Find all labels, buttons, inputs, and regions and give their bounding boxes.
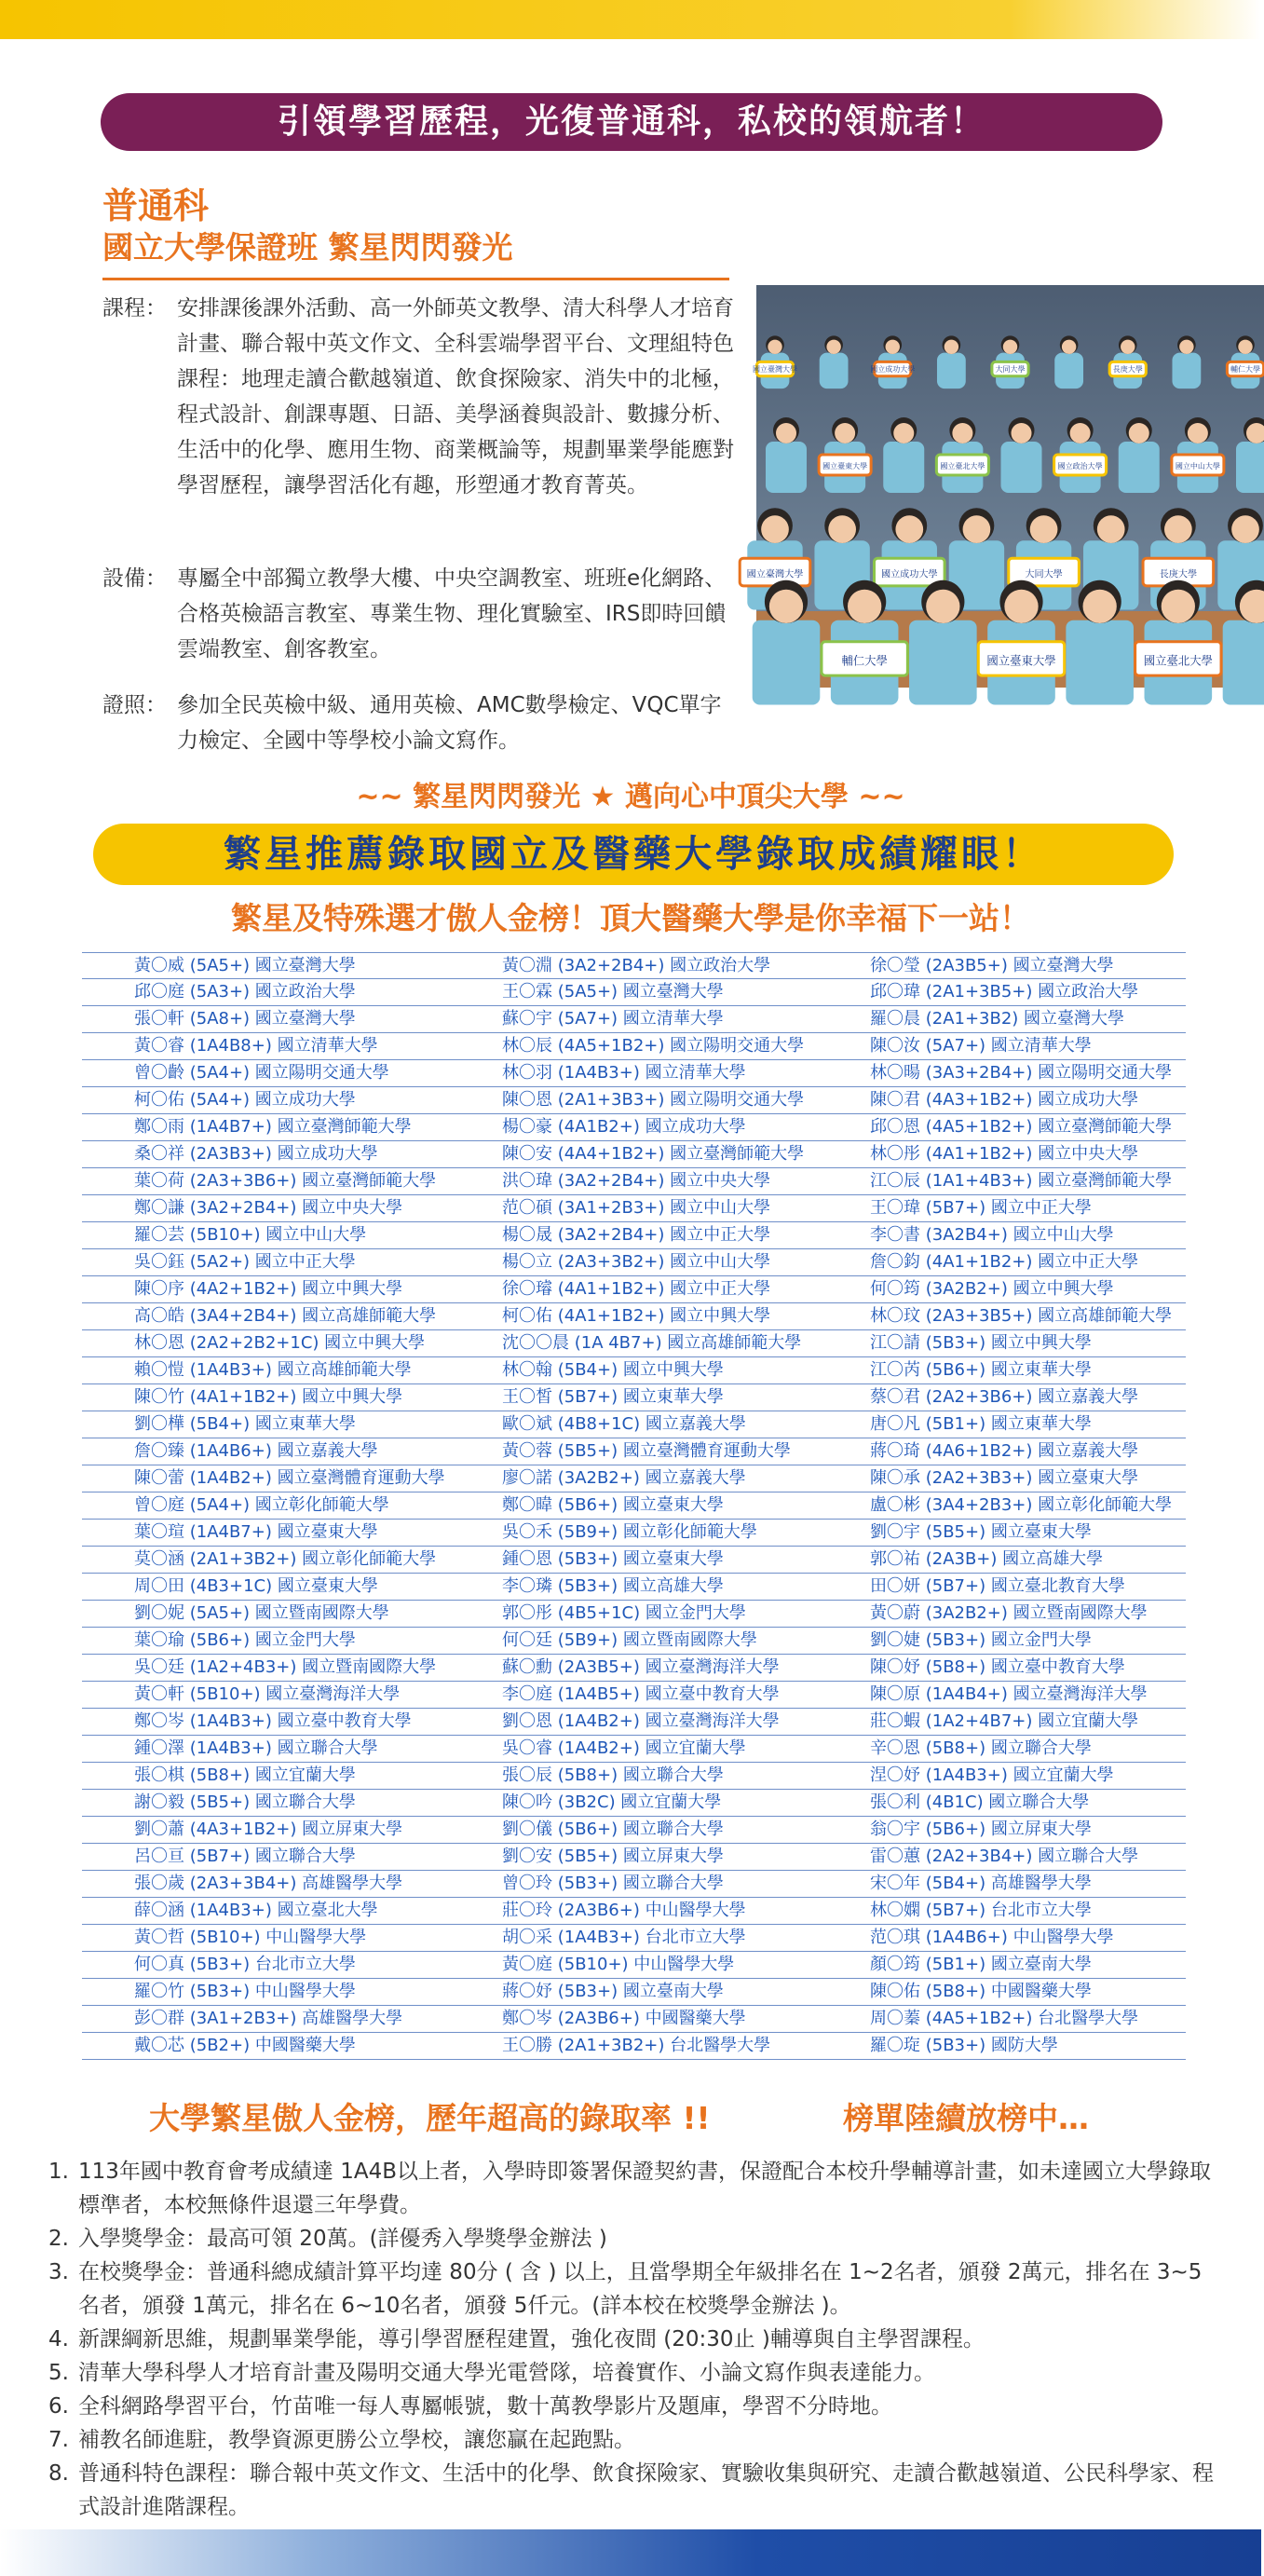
admission-entry: 江〇芮 (5B6+) 國立東華大學 [818,1357,1186,1384]
student-figure [883,442,924,493]
admission-entry: 詹〇臻 (1A4B6+) 國立嘉義大學 [82,1438,450,1465]
license-paragraph [102,688,736,758]
section-title: 普通科 [102,185,210,226]
admission-entry: 彭〇群 (3A1+2B3+) 高雄醫學大學 [82,2006,450,2033]
admission-entry: 何〇筠 (3A2B2+) 國立中興大學 [818,1276,1186,1303]
admission-entry: 黃〇淵 (3A2+2B4+) 國立政治大學 [450,952,818,979]
admission-entry: 林〇玟 (2A3+3B5+) 國立高雄師範大學 [818,1303,1186,1330]
admission-entry: 柯〇佑 (5A4+) 國立成功大學 [82,1087,450,1114]
university-sign-text: 國立成功大學 [880,569,938,580]
admission-entry: 范〇琪 (1A4B6+) 中山醫學大學 [818,1925,1186,1952]
student-figure [1054,353,1083,389]
admission-entry: 林〇彤 (4A1+1B2+) 國立中央大學 [818,1141,1186,1168]
admission-entry: 鄭〇岑 (1A4B3+) 國立臺中教育大學 [82,1709,450,1736]
note-text: 在校獎學金：普通科總成績計算平均達 80分 ( 含 ) 以上，且當學期全年級排名在 1~2名者，頒發 2萬元，排名在 3~5名者，頒發 1萬元，排名在 6~10名者，頒發 5仟元。(詳本校在校獎學金辦法 )。 [78,2260,1203,2318]
admission-entry: 謝〇毅 (5B5+) 國立聯合大學 [82,1790,450,1817]
admission-entry: 蘇〇宇 (5A7+) 國立清華大學 [450,1006,818,1033]
ranking-text: 榜單陸續放榜中… [843,2100,1089,2136]
student-figure [766,442,807,493]
admission-entry: 楊〇豪 (4A1B2+) 國立成功大學 [450,1114,818,1141]
student-face [826,340,840,354]
admission-entry: 廖〇諾 (3A2B2+) 國立嘉義大學 [450,1465,818,1492]
equipment-paragraph [102,561,736,667]
admission-entry: 黃〇睿 (1A4B8+) 國立清華大學 [82,1033,450,1060]
admission-entry: 徐〇璿 (4A1+1B2+) 國立中正大學 [450,1276,818,1303]
admission-entry: 楊〇晟 (3A2+2B4+) 國立中正大學 [450,1222,818,1249]
student-face [828,515,856,543]
admission-entry: 羅〇竹 (5B3+) 中山醫學大學 [82,1979,450,2006]
admission-entry: 陳〇吟 (3B2C) 國立宜蘭大學 [450,1790,818,1817]
student-face [1003,340,1017,354]
note-number: 7. [48,2428,69,2452]
note-text: 清華大學科學人才培育計畫及陽明交通大學光電營隊，培養實作、小論文寫作與表達能力。 [78,2361,935,2385]
admission-entry: 陳〇原 (1A4B4+) 國立臺灣海洋大學 [818,1682,1186,1709]
admission-entry: 李〇璘 (5B3+) 國立高雄大學 [450,1574,818,1601]
admission-entry: 陳〇妤 (5B8+) 國立臺中教育大學 [818,1655,1186,1682]
admission-entry: 鍾〇澤 (1A4B3+) 國立聯合大學 [82,1736,450,1763]
note-number: 5. [48,2361,69,2385]
student-face [1238,340,1252,354]
university-sign-text: 國立中山大學 [1175,462,1220,470]
admission-entry: 鄭〇雨 (1A4B7+) 國立臺灣師範大學 [82,1114,450,1141]
university-sign-text: 國立臺東大學 [822,462,868,470]
note-text: 入學獎學金：最高可領 20萬。(詳優秀入學獎學金辦法 ) [78,2227,607,2251]
admission-entry: 莫〇涵 (2A1+3B2+) 國立彰化師範大學 [82,1547,450,1574]
admission-entry: 邱〇庭 (5A3+) 國立政治大學 [82,979,450,1006]
university-sign-text: 國立臺灣大學 [746,569,804,580]
student-figure [1001,442,1042,493]
note-number: 8. [48,2461,69,2486]
admission-column-2 [450,952,818,2060]
admission-entry: 李〇書 (3A2B4+) 國立中山大學 [818,1222,1186,1249]
admission-entry: 黃〇軒 (5B10+) 國立臺灣海洋大學 [82,1682,450,1709]
admission-entry: 林〇恩 (2A2+2B2+1C) 國立中興大學 [82,1330,450,1357]
admission-entry: 郭〇祐 (2A3B+) 國立高雄大學 [818,1547,1186,1574]
student-face [963,515,991,543]
group-photo-illustration [746,285,1264,688]
top-yellow-bar [0,0,1261,39]
note-number: 4. [48,2327,69,2351]
admission-entry: 鄭〇岑 (2A3B6+) 中國醫藥大學 [450,2006,818,2033]
admission-entry: 黃〇蓉 (5B5+) 國立臺灣體育運動大學 [450,1438,818,1465]
university-sign-text: 國立臺北大學 [940,462,985,470]
student-figure [753,620,821,705]
note-number: 1. [48,2160,69,2184]
note-text: 普通科特色課程：聯合報中英文作文、生活中的化學、飲食探險家、實驗收集與研究、走讀合歡越嶺道、公民科學家、程式設計進階課程。 [78,2461,1214,2519]
admission-entry: 柯〇佑 (4A1+1B2+) 國立中興大學 [450,1303,818,1330]
admission-entry: 田〇妍 (5B7+) 國立臺北教育大學 [818,1574,1186,1601]
student-face [1062,340,1076,354]
admission-entry: 黃〇蔚 (3A2B2+) 國立暨南國際大學 [818,1601,1186,1628]
admission-entry: 林〇暘 (3A3+2B4+) 國立陽明交通大學 [818,1060,1186,1087]
admission-entry: 蔡〇君 (2A2+3B6+) 國立嘉義大學 [818,1384,1186,1411]
admission-entry: 王〇皙 (5B7+) 國立東華大學 [450,1384,818,1411]
admission-entry: 邱〇瑋 (2A1+3B5+) 國立政治大學 [818,979,1186,1006]
admission-entry: 蔣〇琦 (4A6+1B2+) 國立嘉義大學 [818,1438,1186,1465]
admission-entry: 莊〇玲 (2A3B6+) 中山醫學大學 [450,1898,818,1925]
admission-entry: 陳〇佑 (5B8+) 中國醫藥大學 [818,1979,1186,2006]
admission-entry: 吳〇禾 (5B9+) 國立彰化師範大學 [450,1520,818,1547]
student-face [1121,340,1135,354]
student-face [1179,340,1193,354]
admission-entry: 劉〇蕭 (4A3+1B2+) 國立屏東大學 [82,1817,450,1844]
student-face [835,423,855,443]
admission-column-1 [82,952,450,2060]
note-item [48,2390,1222,2423]
admission-entry: 張〇棋 (5B8+) 國立宜蘭大學 [82,1763,450,1790]
admission-entry: 沈〇〇晨 (1A 4B7+) 國立高雄師範大學 [450,1330,818,1357]
admission-entry: 羅〇芸 (5B10+) 國立中山大學 [82,1222,450,1249]
student-face [945,340,958,354]
university-sign-text: 輔仁大學 [841,654,888,668]
orange-divider [102,278,729,280]
university-sign-text: 大同大學 [995,364,1026,374]
note-text: 新課綱新思維，規劃畢業學能，導引學習歷程建置，強化夜間 (20:30止 )輔導與自主學習課程。 [78,2327,985,2351]
admission-entry: 曾〇庭 (5A4+) 國立彰化師範大學 [82,1492,450,1520]
university-sign-text: 輔仁大學 [1230,364,1260,374]
section-subtitle: 國立大學保證班 繁星閃閃發光 [102,229,513,266]
admission-entry: 戴〇芯 (5B2+) 中國醫藥大學 [82,2033,450,2060]
student-face [1030,515,1058,543]
admission-entry: 徐〇瑩 (2A3B5+) 國立臺灣大學 [818,952,1186,979]
student-figure [1066,620,1134,705]
student-face [1129,423,1149,443]
admission-column-3 [818,952,1186,2060]
admission-entry: 黃〇庭 (5B10+) 中山醫學大學 [450,1952,818,1979]
student-face [926,590,959,623]
note-number: 2. [48,2227,69,2251]
admission-entry: 吳〇睿 (1A4B2+) 國立宜蘭大學 [450,1736,818,1763]
university-sign-text: 長庚大學 [1112,364,1143,374]
admission-entry: 洪〇瑋 (3A2+2B4+) 國立中央大學 [450,1168,818,1195]
admission-entry: 黃〇哲 (5B10+) 中山醫學大學 [82,1925,450,1952]
admission-entry: 薛〇涵 (1A4B3+) 國立臺北大學 [82,1898,450,1925]
student-face [848,590,881,623]
admission-entry: 劉〇婕 (5B3+) 國立金門大學 [818,1628,1186,1655]
bottom-blue-bar [0,2529,1261,2576]
admission-entry: 鄭〇暐 (5B6+) 國立臺東大學 [450,1492,818,1520]
admission-entry: 王〇勝 (2A1+3B2+) 台北醫學大學 [450,2033,818,2060]
admission-entry: 江〇請 (5B3+) 國立中興大學 [818,1330,1186,1357]
admission-entry: 劉〇安 (5B5+) 國立屏東大學 [450,1844,818,1871]
student-face [776,423,796,443]
student-face [895,515,923,543]
admission-entry: 陳〇恩 (2A1+3B3+) 國立陽明交通大學 [450,1087,818,1114]
headline-banner: 引領學習歷程，光復普通科，私校的領航者！ [101,93,1162,151]
admission-entry: 楊〇立 (2A3+3B2+) 國立中山大學 [450,1249,818,1276]
admission-entry: 王〇瑋 (5B7+) 國立中正大學 [818,1195,1186,1222]
note-item [48,2457,1222,2524]
admission-entry: 曾〇玲 (5B3+) 國立聯合大學 [450,1871,818,1898]
admission-entry: 陳〇竹 (4A1+1B2+) 國立中興大學 [82,1384,450,1411]
admission-entry: 蔣〇妤 (5B3+) 國立臺南大學 [450,1979,818,2006]
admission-entry: 周〇田 (4B3+1C) 國立臺東大學 [82,1574,450,1601]
student-face [769,590,803,623]
admission-entry: 陳〇安 (4A4+1B2+) 國立臺灣師範大學 [450,1141,818,1168]
admission-entry: 張〇利 (4B1C) 國立聯合大學 [818,1790,1186,1817]
admission-entry: 林〇羽 (1A4B3+) 國立清華大學 [450,1060,818,1087]
students-group-photo [746,285,1264,688]
admission-entry: 劉〇妮 (5A5+) 國立暨南國際大學 [82,1601,450,1628]
student-face [886,340,900,354]
admission-entry: 郭〇彤 (4B5+1C) 國立金門大學 [450,1601,818,1628]
admission-entry: 林〇辰 (4A5+1B2+) 國立陽明交通大學 [450,1033,818,1060]
student-face [893,423,914,443]
student-figure [1172,353,1201,389]
student-face [1164,515,1192,543]
note-text: 全科網路學習平台，竹苗唯一每人專屬帳號，數十萬教學影片及題庫，學習不分時地。 [78,2394,892,2419]
admission-entry: 翁〇宇 (5B6+) 國立屏東大學 [818,1817,1186,1844]
course-label: 課程： [102,296,167,320]
notes-list [48,2155,1222,2524]
note-item [48,2423,1222,2457]
admission-entry: 張〇歲 (2A3+3B4+) 高雄醫學大學 [82,1871,450,1898]
admission-entry: 高〇皓 (3A4+2B4+) 國立高雄師範大學 [82,1303,450,1330]
admission-entry: 葉〇瑄 (1A4B7+) 國立臺東大學 [82,1520,450,1547]
admission-entry: 涅〇妤 (1A4B3+) 國立宜蘭大學 [818,1763,1186,1790]
admission-entry: 陳〇蕾 (1A4B2+) 國立臺灣體育運動大學 [82,1465,450,1492]
slogan: ~~ 繁星閃閃發光 ★ 邁向心中頂尖大學 ~~ [356,781,905,813]
admission-entry: 胡〇采 (1A4B3+) 台北市立大學 [450,1925,818,1952]
admission-entry: 詹〇鈞 (4A1+1B2+) 國立中正大學 [818,1249,1186,1276]
admission-entry: 蘇〇勳 (2A3B5+) 國立臺灣海洋大學 [450,1655,818,1682]
admission-entry: 劉〇宇 (5B5+) 國立臺東大學 [818,1520,1186,1547]
student-figure [820,353,849,389]
university-sign-text: 國立臺灣大學 [753,364,797,374]
admission-entry: 羅〇晨 (2A1+3B2) 國立臺灣大學 [818,1006,1186,1033]
course-text: 安排課後課外活動、高一外師英文教學、清大科學人才培育計畫、聯合報中英文作文、全科雲端學習平台、文理組特色課程：地理走讀合歡越嶺道、飲食探險家、消失中的北極，程式設計、創課專題、日語、美學涵養與設計、數據分析、生活中的化學、應用生物、商業概論等，規劃畢業學能應對學習歷程，讓學習活化有趣，形塑通才教育菁英。 [177,296,734,497]
student-face [768,340,782,354]
equipment-label: 設備： [102,566,167,591]
student-face [1012,423,1032,443]
admission-entry: 葉〇瑜 (5B6+) 國立金門大學 [82,1628,450,1655]
student-face [1097,515,1125,543]
admission-entry: 劉〇儀 (5B6+) 國立聯合大學 [450,1817,818,1844]
note-item [48,2155,1222,2222]
admission-entry: 鄭〇謙 (3A2+2B4+) 國立中央大學 [82,1195,450,1222]
admission-banner: 繁星推薦錄取國立及醫藥大學錄取成績耀眼！ [93,824,1174,885]
admission-subhead: 繁星及特殊選才傲人金榜！頂大醫藥大學是你幸福下一站！ [231,900,1030,936]
course-paragraph [102,291,736,503]
university-sign-text: 國立臺東大學 [986,654,1056,668]
admission-entry: 吳〇廷 (1A2+4B3+) 國立暨南國際大學 [82,1655,450,1682]
admission-entry: 盧〇彬 (3A4+2B3+) 國立彰化師範大學 [818,1492,1186,1520]
admission-entry: 林〇翰 (5B4+) 國立中興大學 [450,1357,818,1384]
note-item [48,2256,1222,2323]
admission-entry: 江〇辰 (1A1+4B3+) 國立臺灣師範大學 [818,1168,1186,1195]
student-figure [1119,442,1160,493]
student-face [1162,590,1195,623]
note-item [48,2356,1222,2390]
admission-entry: 吳〇鈺 (5A2+) 國立中正大學 [82,1249,450,1276]
admission-entry: 顏〇筠 (5B1+) 國立臺南大學 [818,1952,1186,1979]
student-figure [909,620,977,705]
admission-entry: 張〇軒 (5A8+) 國立臺灣大學 [82,1006,450,1033]
student-figure [1223,620,1264,705]
admission-entry: 陳〇君 (4A3+1B2+) 國立成功大學 [818,1087,1186,1114]
admission-entry: 何〇真 (5B3+) 台北市立大學 [82,1952,450,1979]
admission-entry: 雷〇蕙 (2A2+3B4+) 國立聯合大學 [818,1844,1186,1871]
note-item [48,2222,1222,2256]
admission-list [82,952,1181,2070]
admission-entry: 范〇碩 (3A1+2B3+) 國立中山大學 [450,1195,818,1222]
note-text: 113年國中教育會考成績達 1A4B以上者，入學時即簽署保證契約書，保證配合本校升學輔導計畫，如未達國立大學錄取標準者，本校無條件退還三年學費。 [78,2160,1211,2217]
admission-entry: 李〇庭 (1A4B5+) 國立臺中教育大學 [450,1682,818,1709]
admission-entry: 葉〇荷 (2A3+3B6+) 國立臺灣師範大學 [82,1168,450,1195]
admission-entry: 歐〇斌 (4B8+1C) 國立嘉義大學 [450,1411,818,1438]
note-item [48,2323,1222,2356]
student-face [952,423,972,443]
admission-entry: 宋〇年 (5B4+) 高雄醫學大學 [818,1871,1186,1898]
university-sign-text: 國立政治大學 [1057,462,1103,470]
license-text: 參加全民英檢中級、通用英檢、AMC數學檢定、VQC單字力檢定、全國中等學校小論文寫作。 [177,693,722,753]
student-face [1083,590,1117,623]
admission-entry: 陳〇序 (4A2+1B2+) 國立中興大學 [82,1276,450,1303]
admission-entry: 邱〇恩 (4A5+1B2+) 國立臺灣師範大學 [818,1114,1186,1141]
admission-entry: 周〇蓁 (4A5+1B2+) 台北醫學大學 [818,2006,1186,2033]
admission-entry: 賴〇愷 (1A4B3+) 國立高雄師範大學 [82,1357,450,1384]
admission-entry: 王〇霖 (5A5+) 國立臺灣大學 [450,979,818,1006]
note-number: 6. [48,2394,69,2419]
university-sign-text: 長庚大學 [1159,569,1198,580]
student-face [1004,590,1038,623]
admission-entry: 莊〇蝦 (1A2+4B7+) 國立宜蘭大學 [818,1709,1186,1736]
license-label: 證照： [102,693,167,717]
admission-entry: 林〇嫻 (5B7+) 台北市立大學 [818,1898,1186,1925]
university-sign-text: 國立臺北大學 [1143,654,1213,668]
admission-entry: 何〇廷 (5B9+) 國立暨南國際大學 [450,1628,818,1655]
admission-entry: 劉〇恩 (1A4B2+) 國立臺灣海洋大學 [450,1709,818,1736]
note-number: 3. [48,2260,69,2284]
university-sign-text: 大同大學 [1025,569,1063,580]
admission-entry: 羅〇琁 (5B3+) 國防大學 [818,2033,1186,2060]
student-face [1188,423,1208,443]
equipment-text: 專屬全中部獨立教學大樓、中央空調教室、班班e化網路、合格英檢語言教室、專業生物、理化實驗室、IRS即時回饋雲端教室、創客教室。 [177,566,727,661]
honor-text: 大學繁星傲人金榜，歷年超高的錄取率 !! [149,2100,711,2136]
student-figure [937,353,966,389]
admission-entry: 陳〇承 (2A2+3B3+) 國立臺東大學 [818,1465,1186,1492]
student-face [1231,515,1259,543]
student-figure [1236,442,1264,493]
note-text: 補教名師進駐，教學資源更勝公立學校，讓您贏在起跑點。 [78,2428,635,2452]
university-sign-text: 國立成功大學 [870,364,916,374]
admission-entry: 黃〇威 (5A5+) 國立臺灣大學 [82,952,450,979]
admission-entry: 劉〇樺 (5B4+) 國立東華大學 [82,1411,450,1438]
admission-entry: 陳〇汝 (5A7+) 國立清華大學 [818,1033,1186,1060]
admission-entry: 曾〇齡 (5A4+) 國立陽明交通大學 [82,1060,450,1087]
student-face [1070,423,1091,443]
admission-entry: 唐〇凡 (5B1+) 國立東華大學 [818,1411,1186,1438]
admission-entry: 呂〇亘 (5B7+) 國立聯合大學 [82,1844,450,1871]
student-face [761,515,789,543]
admission-entry: 鍾〇恩 (5B3+) 國立臺東大學 [450,1547,818,1574]
admission-entry: 張〇辰 (5B8+) 國立聯合大學 [450,1763,818,1790]
admission-entry: 桑〇祥 (2A3B3+) 國立成功大學 [82,1141,450,1168]
admission-entry: 辛〇恩 (5B8+) 國立聯合大學 [818,1736,1186,1763]
